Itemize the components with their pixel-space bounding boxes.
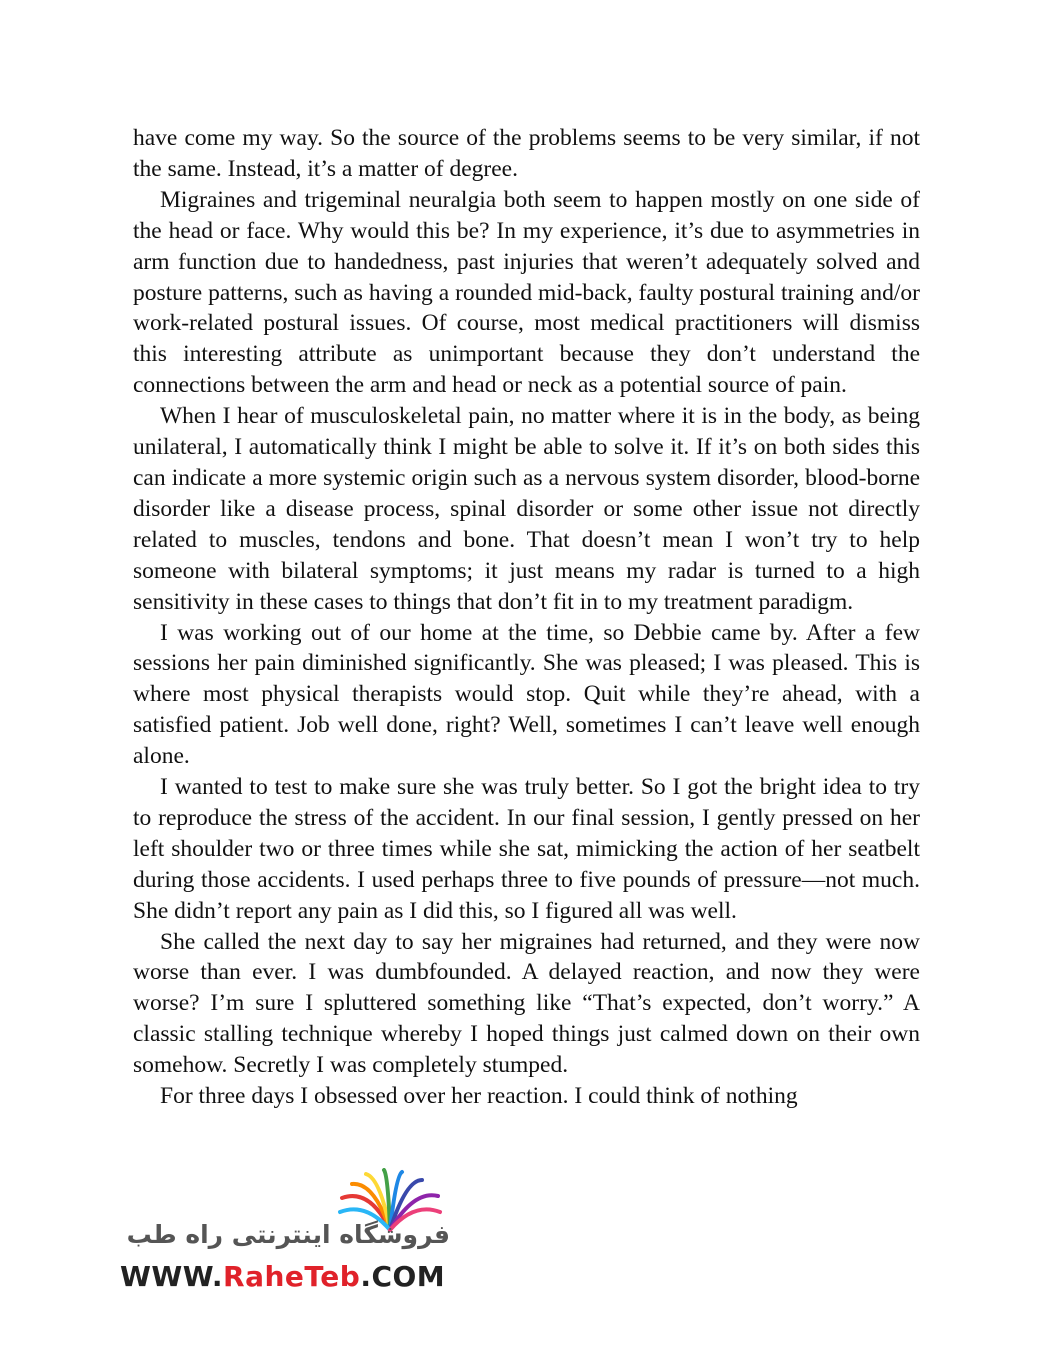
- watermark-url: [120, 1260, 445, 1293]
- paragraph-debbie-sessions: I was working out of our home at the time, so Debbie came by. After a few sessions her pain diminished significantly. She was pleased; I was pleased. This is where most physical therapists would stop. Quit while they’re ahead, with a satisfied patient. Job well done, right? Well, sometimes I can’t leave well enough alone.: [133, 619, 920, 770]
- watermark-url-prefix: WWW.: [120, 1260, 224, 1293]
- watermark-url-brand: RaheTeb: [223, 1260, 361, 1293]
- watermark-persian-text: فروشگاه اینترنتی راه طب: [126, 1220, 450, 1249]
- paragraph-continued: have come my way. So the source of the problems seems to be very similar, if not the same. Instead, it’s a matter of degree.: [133, 125, 920, 182]
- watermark: [118, 1168, 458, 1298]
- paragraph-three-days: For three days I obsessed over her reaction. I could think of nothing: [160, 1083, 798, 1110]
- paragraph-migraines-trigeminal: Migraines and trigeminal neuralgia both seem to happen mostly on one side of the head or face. Why would this be? In my experience, it’s due to asymmetries in arm function due to handedness, past injuries that weren’t adequately solved and posture patterns, such as having a rounded mid-back, faulty postural training and/or work-related postural issues. Of course, most medical practitioners will dismiss this interesting attribute as unimportant because they don’t understand the connections between the arm and head or neck as a potential source of pain.: [133, 186, 920, 399]
- paragraph-migraines-returned: She called the next day to say her migraines had returned, and they were now worse than ever. I was dumbfounded. A delayed reaction, and now they were worse? I’m sure I spluttered something like “That’s expected, don’t worry.” A classic stalling technique whereby I hoped things just calmed down on their own somehow. Secretly I was completely stumped.: [133, 928, 920, 1079]
- page-body-text: [133, 123, 920, 1112]
- paragraph-test-accident: I wanted to test to make sure she was truly better. So I got the bright idea to try to reproduce the stress of the accident. In our final session, I gently pressed on her left shoulder two or three times while she sat, mimicking the action of her seatbelt during those accidents. I used perhaps three to five pounds of pressure—not much. She didn’t report any pain as I did this, so I figured all was well.: [133, 774, 920, 924]
- paragraph-unilateral-pain: When I hear of musculoskeletal pain, no matter where it is in the body, as being unilateral, I automatically think I might be able to solve it. If it’s on both sides this can indicate a more systemic origin such as a nervous system disorder, blood-borne disorder like a disease process, spinal disorder or some other issue not directly related to muscles, tendons and bone. That doesn’t mean I won’t try to help someone with bilateral symptoms; it just means my radar is turned to a high sensitivity in these cases to things that don’t fit in to my treatment paradigm.: [133, 403, 920, 615]
- watermark-url-suffix: .COM: [360, 1260, 446, 1293]
